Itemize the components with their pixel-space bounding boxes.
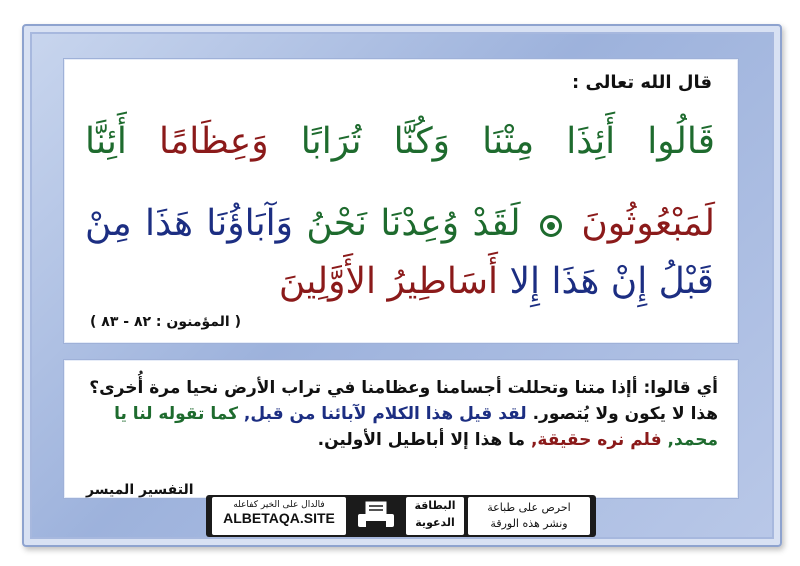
verse-line-2	[85, 200, 715, 248]
tafsir-segment: أي قالوا: أإذا متنا وتحللت أجسامنا وعظامنا في تراب الأرض نحيا مرة أُخرى؟ هذا لا يكون ولا يُتصور.	[89, 378, 718, 424]
tafsir-text	[82, 375, 718, 453]
tafsir-segment: لقد قيل هذا الكلام لآبائنا من قبل,	[238, 404, 527, 424]
verse-line-3	[279, 258, 714, 306]
verse-segment: لَقَدْ وُعِدْنَا نَحْنُ	[306, 203, 521, 244]
intro-heading: قال الله تعالى :	[571, 72, 712, 93]
print-note-line: ونشر هذه الورقة	[490, 517, 568, 530]
printer-icon	[350, 497, 402, 535]
verse-segment: قَبْلُ إِنْ هَذَا إِلا	[498, 261, 714, 302]
site-box[interactable]	[212, 497, 346, 535]
site-url[interactable]: ALBETAQA.SITE	[223, 510, 335, 526]
ayah-end-icon	[540, 215, 562, 237]
verse-segment: لَمَبْعُوثُونَ	[581, 203, 715, 244]
surah-reference: ( المؤمنون : ٨٢ - ٨٣ )	[90, 314, 241, 330]
tafsir-segment: فلم نره حقيقة,	[530, 430, 662, 450]
verse-segment: وَآبَاؤُنَا هَذَا مِنْ	[85, 203, 307, 244]
verse-segment: قَالُوا أَئِذَا مِتْنَا وَكُنَّا تُرَابًا	[268, 121, 716, 162]
site-tagline: فالدال على الخير كفاعله	[233, 500, 325, 510]
verse-segment: وَعِظَامًا	[158, 121, 269, 162]
brand-logo: البطاقة الدعوية	[406, 497, 464, 535]
tafsir-source: التفسير الميسر	[86, 482, 194, 498]
tafsir-segment: ما هذا إلا أباطيل الأولين.	[317, 430, 531, 450]
verse-segment: أَئِنَّا	[85, 121, 159, 162]
tafsir-segment: كما تقوله لنا يا محمد,	[114, 404, 718, 450]
verse-segment: أَسَاطِيرُ الأَوَّلِينَ	[278, 261, 499, 302]
verse-line-1	[85, 118, 715, 166]
print-note-line: احرص على طباعة	[487, 501, 571, 514]
print-note	[468, 497, 590, 535]
